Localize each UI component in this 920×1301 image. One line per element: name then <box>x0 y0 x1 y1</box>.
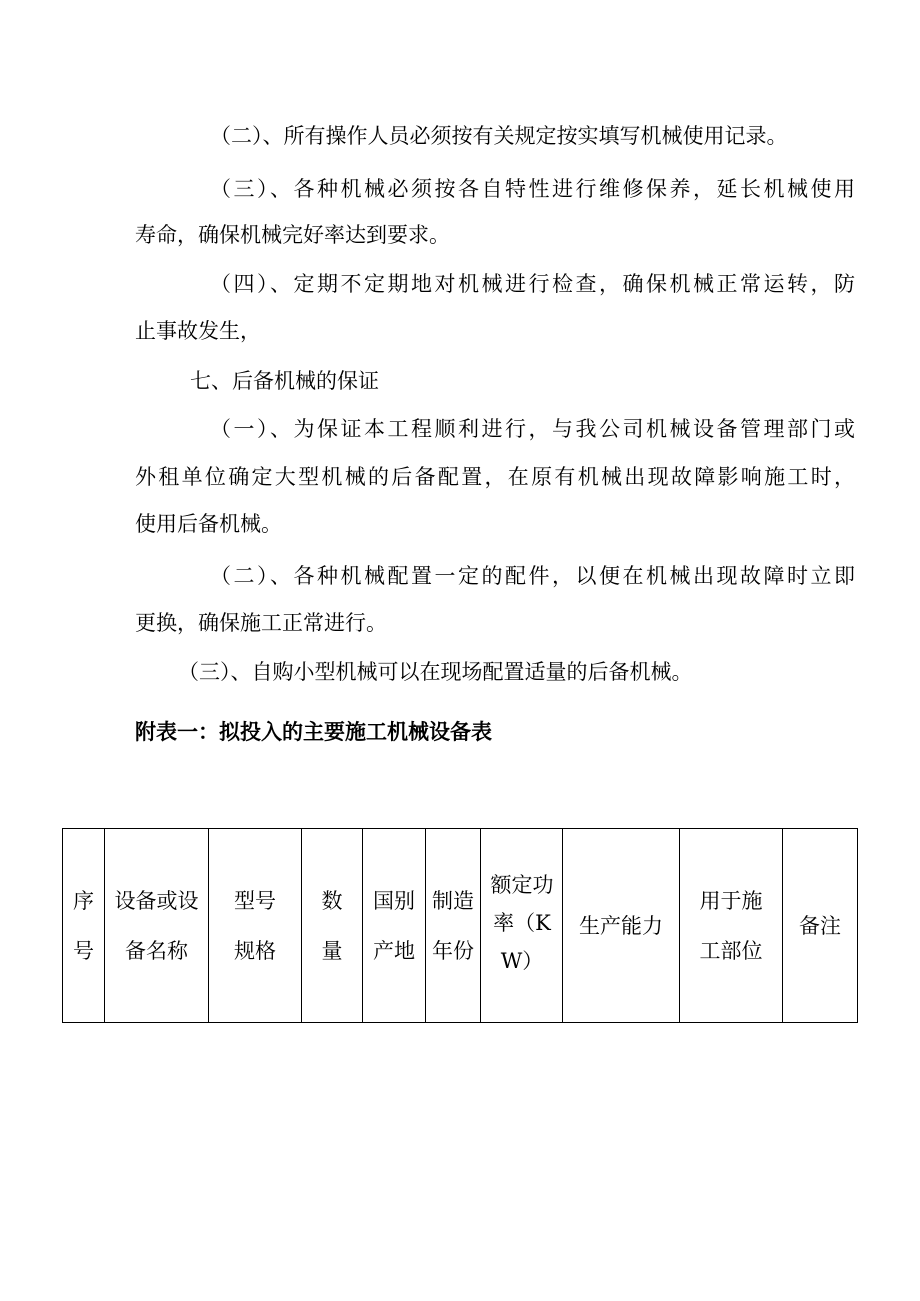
paragraph-backup-config-line1: （一）、为保证本工程顺利进行，与我公司机械设备管理部门或 <box>210 417 855 441</box>
table-header-row <box>63 829 858 1023</box>
header-cell-serial: 序号 <box>63 829 105 1023</box>
paragraph-maintenance-upkeep-line1: （三）、各种机械必须按各自特性进行维修保养，延长机械使用 <box>210 177 855 201</box>
paragraph-inspection-line2: 止事故发生， <box>135 319 261 343</box>
equipment-table <box>62 828 858 1023</box>
header-cell-capacity: 生产能力 <box>563 829 680 1023</box>
paragraph-spare-parts-line1: （二）、各种机械配置一定的配件，以便在机械出现故障时立即 <box>210 564 855 588</box>
header-cell-origin: 国别产地 <box>363 829 426 1023</box>
header-cell-remarks: 备注 <box>783 829 858 1023</box>
header-cell-model-spec: 型号规格 <box>209 829 302 1023</box>
header-cell-rated-power: 额定功率（KW） <box>481 829 563 1023</box>
paragraph-small-machinery: （三）、自购小型机械可以在现场配置适量的后备机械。 <box>178 660 693 684</box>
header-cell-manufacture-year: 制造年份 <box>426 829 481 1023</box>
paragraph-maintenance-records: （二）、所有操作人员必须按有关规定按实填写机械使用记录。 <box>210 124 788 148</box>
header-cell-equipment-name: 设备或设备名称 <box>105 829 209 1023</box>
header-cell-construction-area: 用于施工部位 <box>680 829 783 1023</box>
paragraph-inspection-line1: （四）、定期不定期地对机械进行检查，确保机械正常运转，防 <box>210 272 855 296</box>
paragraph-spare-parts-line2: 更换，确保施工正常进行。 <box>135 611 387 635</box>
paragraph-backup-config-line2: 外租单位确定大型机械的后备配置，在原有机械出现故障影响施工时， <box>135 465 855 489</box>
table-title: 附表一：拟投入的主要施工机械设备表 <box>135 719 492 744</box>
header-cell-quantity: 数量 <box>302 829 363 1023</box>
paragraph-backup-config-line3: 使用后备机械。 <box>135 512 282 536</box>
section-heading-backup-machinery: 七、后备机械的保证 <box>190 369 379 393</box>
paragraph-maintenance-upkeep-line2: 寿命，确保机械完好率达到要求。 <box>135 223 450 247</box>
